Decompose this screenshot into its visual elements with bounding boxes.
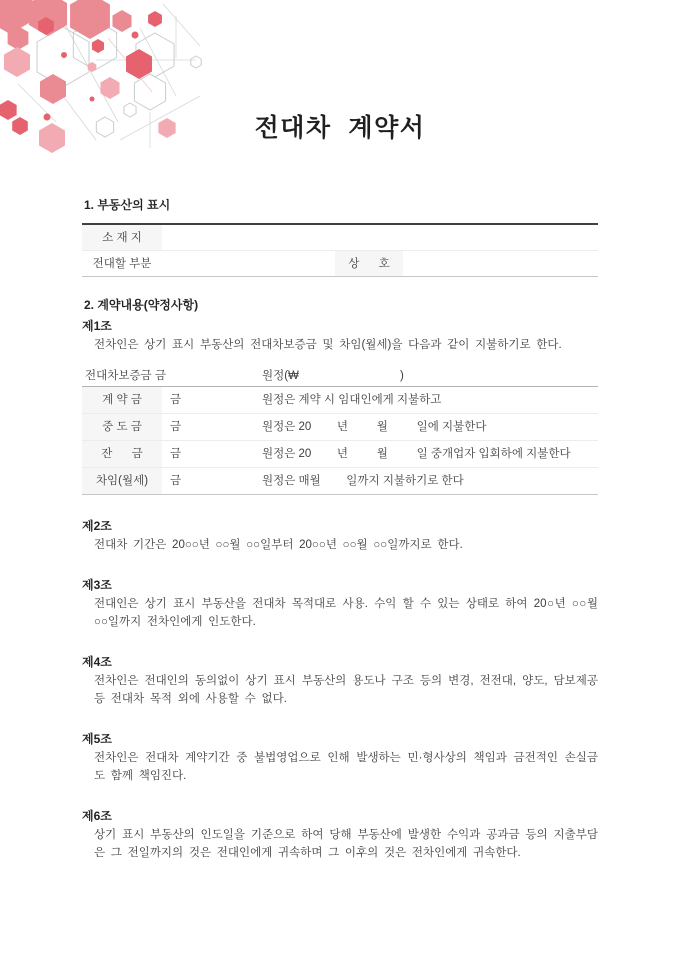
article1-no: 제1조 [82,319,112,333]
article3-no: 제3조 [82,578,112,592]
deposit-label: 전대차보증금 금 [85,370,166,382]
payment-table [82,386,598,495]
location-value [162,225,598,250]
article-2 [82,517,598,554]
interim-payment-label: 중 도 금 [82,414,162,440]
article2-no: 제2조 [82,519,112,533]
payment-description: 원정은 계약 시 임대인에게 지불하고 [262,394,442,406]
deposit-line [82,367,598,383]
sublease-part-value [162,251,335,276]
payment-description: 원정은 20 년 월 일 중개업자 입회하에 지불한다 [262,448,571,460]
table-row [82,467,598,494]
property-table [82,223,598,277]
document-title: 전대차 계약서 [254,114,426,142]
article6-body: 상기 표시 부동산의 인도일을 기준으로 하여 당해 부동산에 발생한 수익과 공과금 등의 지출부담은 그 전일까지의 것은 전대인에게 귀속하며 그 이후의 것은 전차인에게 귀속한다. [94,829,598,859]
balance-payment-label: 잔 금 [82,441,162,467]
article1-body: 전차인은 상기 표시 부동산의 전대차보증금 및 차임(월세)을 다음과 같이 지불하기로 한다. [94,339,562,351]
table-row [82,387,598,413]
article5-no: 제5조 [82,732,112,746]
trade-name-label: 상 호 [335,251,403,276]
trade-name-value [403,251,598,276]
document-content [82,196,598,862]
deposit-won-amount: 원정(₩ [262,370,299,382]
article6-no: 제6조 [82,809,112,823]
payment-description: 원정은 매월 일까지 지불하기로 한다 [262,475,464,487]
table-row [82,440,598,467]
down-payment-label: 계 약 금 [82,387,162,413]
article-3 [82,576,598,631]
article-1 [82,317,598,354]
article2-body: 전대차 기간은 20○○년 ○○월 ○○일부터 20○○년 ○○월 ○○일까지로 한다. [94,539,463,551]
article-6 [82,807,598,862]
amount-prefix: 금 [170,475,182,487]
article3-body: 전대인은 상기 표시 부동산을 전대차 목적대로 사용. 수익 할 수 있는 상태로 하여 20○년 ○○월 ○○일까지 전차인에게 인도한다. [94,598,598,628]
article-5 [82,730,598,785]
amount-prefix: 금 [170,421,182,433]
deposit-close-paren: ) [400,370,404,382]
amount-prefix: 금 [170,448,182,460]
article-4 [82,653,598,708]
section2-heading: 2. 계약내용(약정사항) [84,298,199,312]
section1-heading: 1. 부동산의 표시 [84,198,171,212]
article4-body: 전차인은 전대인의 동의없이 상기 표시 부동산의 용도나 구조 등의 변경, 전전대, 양도, 담보제공 등 전대차 목적 외에 사용할 수 없다. [94,675,598,705]
amount-prefix: 금 [170,394,182,406]
table-row [82,225,598,251]
table-row [82,413,598,440]
article5-body: 전차인은 전대차 계약기간 중 불법영업으로 인해 발생하는 민·형사상의 책임과 금전적인 손실금도 함께 책임진다. [94,752,598,782]
table-row [82,251,598,276]
location-label: 소 재 지 [82,225,162,250]
article4-no: 제4조 [82,655,112,669]
payment-description: 원정은 20 년 월 일에 지불한다 [262,421,487,433]
sublease-part-label: 전대할 부분 [92,257,152,270]
monthly-rent-label: 차임(월세) [82,468,162,494]
